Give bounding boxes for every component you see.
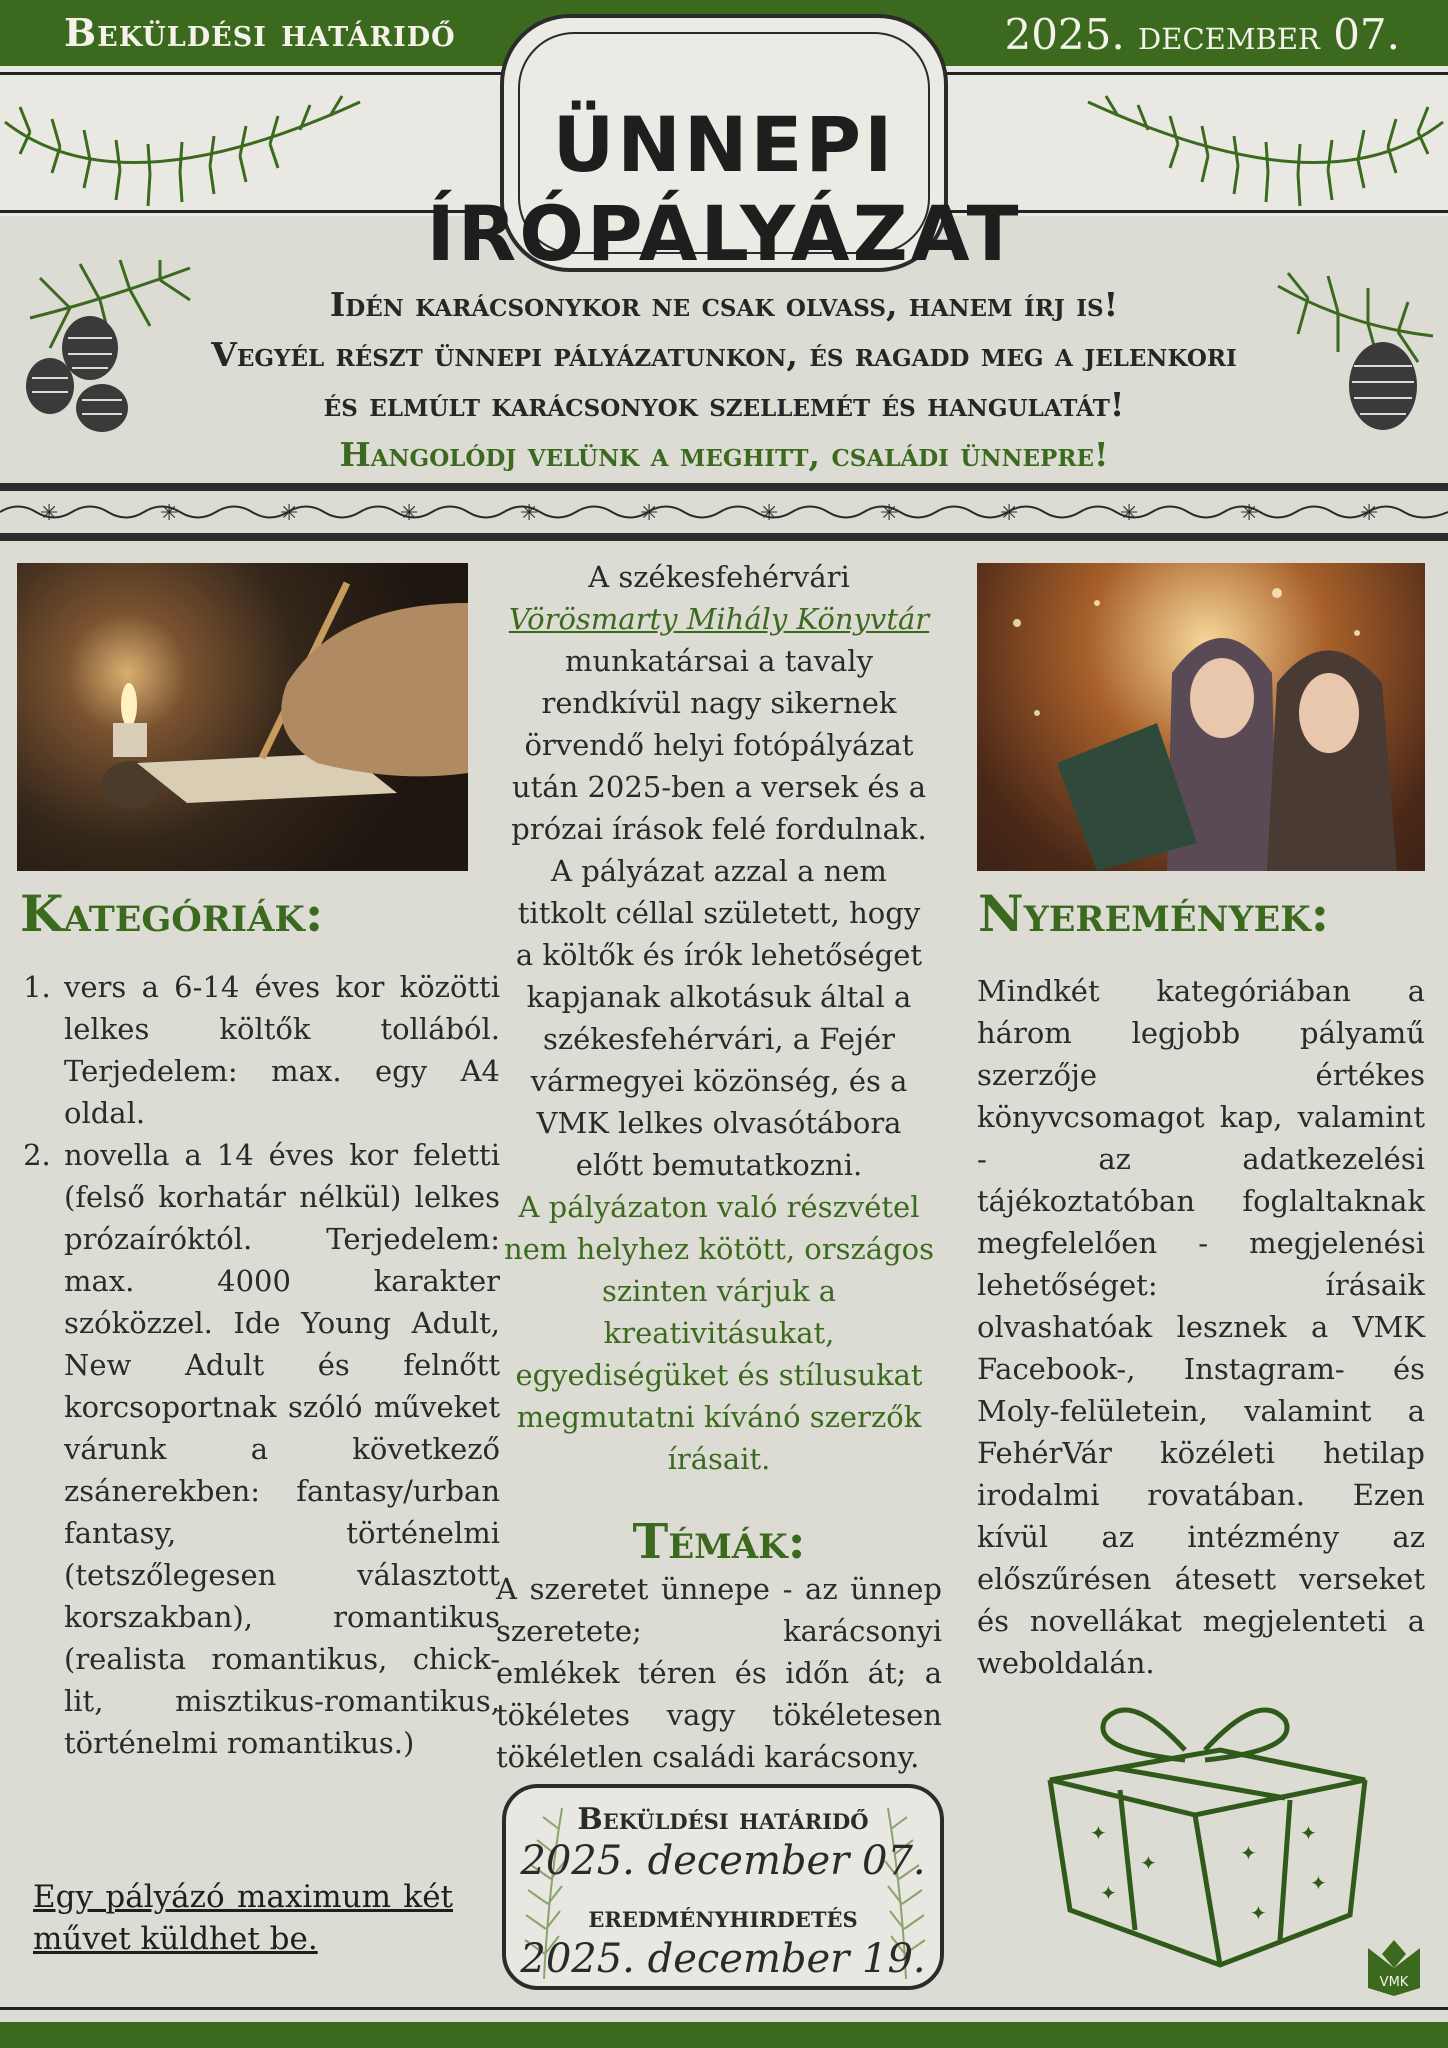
box-results-label: eredményhirdetés <box>588 1900 858 1935</box>
footer-rule <box>0 2007 1448 2010</box>
list-item: 1. vers a 6-14 éves kor közötti lelkes költők tollából. Terjedelem: max. egy A4 oldal. <box>60 966 500 1134</box>
intro-line-2: Vegyél részt ünnepi pályázatunkon, és ragadd meg a jelenkori <box>211 335 1237 374</box>
gift-box-icon <box>1020 1680 1390 1970</box>
svg-text:✳: ✳ <box>40 501 59 526</box>
svg-text:✳: ✳ <box>1360 501 1379 526</box>
svg-text:✳: ✳ <box>520 501 539 526</box>
svg-text:✦: ✦ <box>1100 1881 1117 1905</box>
dates-box <box>502 1784 944 1990</box>
svg-text:✦: ✦ <box>1140 1851 1157 1875</box>
center-highlight: A pályázaton való részvétel nem helyhez kötött, országos szinten várjuk a kreativitásukat, egyediségüket és stílusukat megmutatni kívánó szerzők írásait. <box>504 1190 934 1476</box>
logo-text: VMK <box>1379 1975 1409 1990</box>
pine-branch-icon <box>1068 92 1448 232</box>
categories-list <box>28 966 500 1764</box>
categories-heading: Kategóriák: <box>20 884 324 943</box>
center-intro: A székesfehérvári <box>588 560 850 594</box>
svg-text:✳: ✳ <box>280 501 299 526</box>
center-body: munkatársai a tavaly rendkívül nagy sikernek örvendő helyi fotópályázat után 2025-ben a versek és a prózai írások felé fordulnak. A pályázat azzal a nem titkolt céllal született, hogy a költők és írók lehetőséget kapjanak alkotásuk által a székesfehérvári, a Fejér vármegyei közönség, és a VMK lelkes olvasótábora előtt bemutatkozni. <box>511 644 927 1182</box>
footer-bar <box>0 2022 1448 2048</box>
intro-text <box>150 280 1298 480</box>
topics-heading: Témák: <box>632 1514 806 1570</box>
svg-text:✳: ✳ <box>760 501 779 526</box>
deadline-label: Beküldési határidő <box>64 10 456 55</box>
center-description <box>496 556 942 1480</box>
photo-children-singing <box>977 563 1425 871</box>
deadline-date: 2025. december 07. <box>1004 10 1400 59</box>
svg-text:✳: ✳ <box>400 501 419 526</box>
svg-text:✦: ✦ <box>1090 1821 1107 1845</box>
box-deadline-date: 2025. december 07. <box>520 1838 926 1884</box>
library-name-link[interactable]: Vörösmarty Mihály Könyvtár <box>508 602 930 636</box>
svg-text:✳: ✳ <box>160 501 179 526</box>
pine-branch-icon <box>0 92 380 232</box>
photo-writing-by-candlelight <box>17 563 468 871</box>
svg-text:✳: ✳ <box>640 501 659 526</box>
box-deadline-label: Beküldési határidő <box>577 1802 869 1837</box>
box-results-date: 2025. december 19. <box>520 1936 926 1982</box>
intro-line-1: Idén karácsonykor ne csak olvass, hanem írj is! <box>329 285 1119 324</box>
intro-highlight: Hangolódj velünk a meghitt, családi ünnepre! <box>339 435 1109 474</box>
svg-text:✦: ✦ <box>1310 1871 1327 1895</box>
svg-text:✳: ✳ <box>880 501 899 526</box>
svg-text:✳: ✳ <box>1000 501 1019 526</box>
prizes-heading: Nyeremények: <box>978 884 1330 943</box>
svg-text:✳: ✳ <box>1240 501 1259 526</box>
submission-limit-note: Egy pályázó maximum két művet küldhet be. <box>33 1879 453 1957</box>
svg-text:✦: ✦ <box>1240 1841 1257 1865</box>
svg-text:✳: ✳ <box>1120 501 1139 526</box>
list-item: 2. novella a 14 éves kor feletti (felső korhatár nélkül) lelkes prózaíróktól. Terjedelem: max. 4000 karakter szóközzel. Ide Young Adult, New Adult és felnőtt korcsoportnak szóló műveket várunk a következő zsánerekben: fantasy/urban fantasy, történelmi (tetszőlegesen választott korszakban), romantikus (realista romantikus, chick-lit, misztikus-romantikus, történelmi romantikus.) <box>60 1134 500 1764</box>
vmk-logo-icon <box>1366 1938 1422 1996</box>
page-title: ÜNNEPI ÍRÓPÁLYÁZAT <box>426 100 1022 278</box>
svg-text:✦: ✦ <box>1300 1821 1317 1845</box>
topics-text: A szeretet ünnepe - az ünnep szeretete; karácsonyi emlékek téren és időn át; a tökéletes vagy tökéletesen tökéletlen családi karácsony. <box>496 1572 942 1774</box>
prizes-text: Mindkét kategóriában a három legjobb pályamű szerzője értékes könyvcsomagot kap, valamint - az adatkezelési tájékoztatóban foglaltaknak megfelelően - megjelenési lehetőséget: írásaik olvashatóak lesznek a VMK Facebook-, Instagram- és Moly-felületein, valamint a FehérVár közéleti hetilap irodalmi rovatában. Ezen kívül az intézmény az előszűrésen átesett verseket és novellákat megjelenteti a weboldalán. <box>977 974 1425 1680</box>
decorative-border <box>0 483 1448 541</box>
intro-line-3: és elmúlt karácsonyok szellemét és hangulatát! <box>323 385 1125 424</box>
svg-text:✦: ✦ <box>1250 1901 1267 1925</box>
